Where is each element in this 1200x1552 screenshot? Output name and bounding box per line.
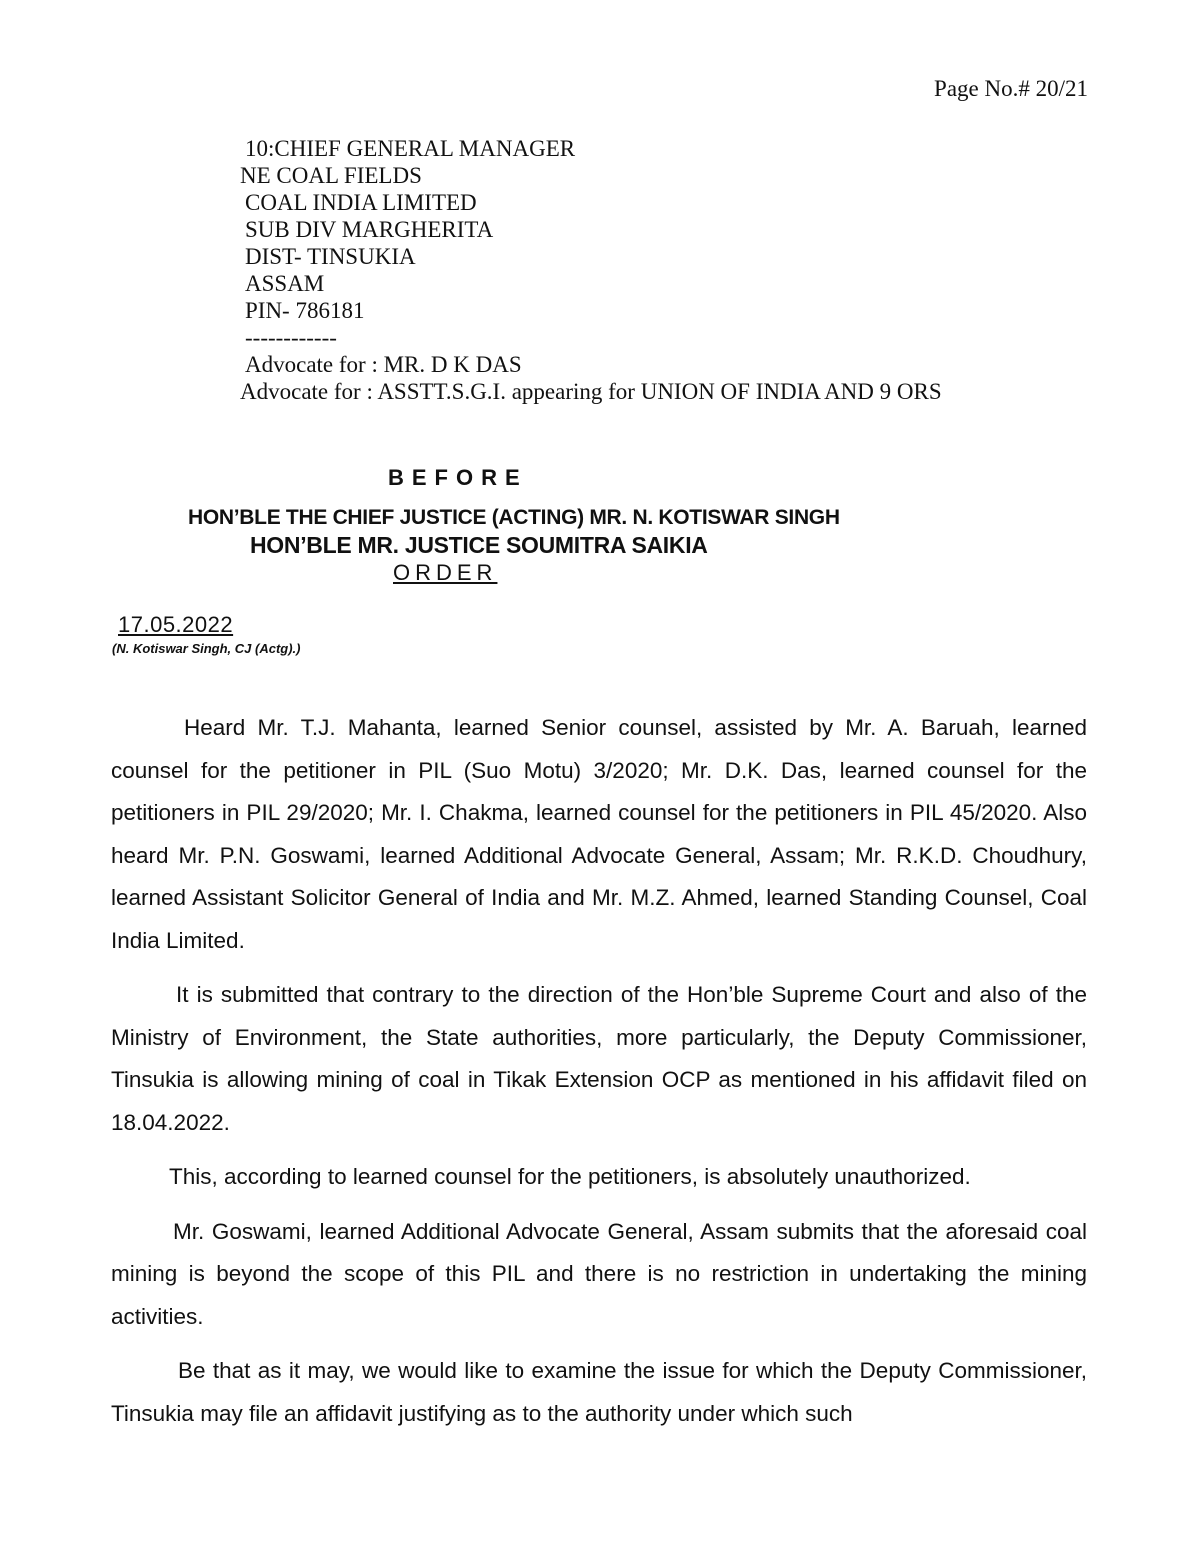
address-line: NE COAL FIELDS — [240, 163, 422, 188]
address-line: SUB DIV MARGHERITA — [245, 217, 494, 242]
order-body — [111, 707, 1087, 1447]
respondent-address-block — [240, 135, 942, 405]
order-paragraph: This, according to learned counsel for the petitioners, is absolutely unauthorized. — [169, 1164, 971, 1189]
advocate-line: Advocate for : ASSTT.S.G.I. appearing for UNION OF INDIA AND 9 ORS — [240, 379, 942, 404]
order-paragraph: Mr. Goswami, learned Additional Advocate General, Assam submits that the aforesaid coal mining is beyond the scope of this PIL and there is no restriction in undertaking the mining activities. — [111, 1218, 1087, 1329]
before-heading: BEFORE — [388, 465, 528, 490]
order-heading: ORDER — [393, 560, 498, 585]
address-line: COAL INDIA LIMITED — [245, 190, 477, 215]
address-line: DIST- TINSUKIA — [245, 244, 416, 269]
order-date: 17.05.2022 — [118, 612, 234, 637]
order-paragraph: Heard Mr. T.J. Mahanta, learned Senior counsel, assisted by Mr. A. Baruah, learned counsel for the petitioner in PIL (Suo Motu) 3/2020; Mr. D.K. Das, learned counsel for the petitioners in PIL 29/2020; Mr. I. Chakma, learned counsel for the petitioners in PIL 45/2020. Also heard Mr. P.N. Goswami, learned Additional Advocate General, Assam; Mr. R.K.D. Choudhury, learned Assistant Solicitor General of India and Mr. M.Z. Ahmed, learned Standing Counsel, Coal India Limited. — [111, 715, 1087, 953]
order-author: (N. Kotiswar Singh, CJ (Actg).) — [112, 641, 301, 656]
advocate-line: Advocate for : MR. D K DAS — [245, 352, 522, 377]
address-line: PIN- 786181 — [245, 298, 365, 323]
order-paragraph: Be that as it may, we would like to examine the issue for which the Deputy Commissioner, Tinsukia may file an affidavit justifying as to the authority under which such — [111, 1358, 1087, 1426]
separator-line: ------------ — [245, 325, 337, 350]
order-paragraph: It is submitted that contrary to the direction of the Hon’ble Supreme Court and also of the Ministry of Environment, the State authorities, more particularly, the Deputy Commissioner, Tinsukia is allowing mining of coal in Tikak Extension OCP as mentioned in his affidavit filed on 18.04.2022. — [111, 982, 1087, 1135]
judge-name-2: HON’BLE MR. JUSTICE SOUMITRA SAIKIA — [250, 532, 708, 558]
address-line: ASSAM — [245, 271, 325, 296]
judge-name-1: HON’BLE THE CHIEF JUSTICE (ACTING) MR. N. KOTISWAR SINGH — [188, 506, 840, 529]
page-number: Page No.# 20/21 — [934, 76, 1088, 101]
address-line: 10:CHIEF GENERAL MANAGER — [245, 136, 576, 161]
